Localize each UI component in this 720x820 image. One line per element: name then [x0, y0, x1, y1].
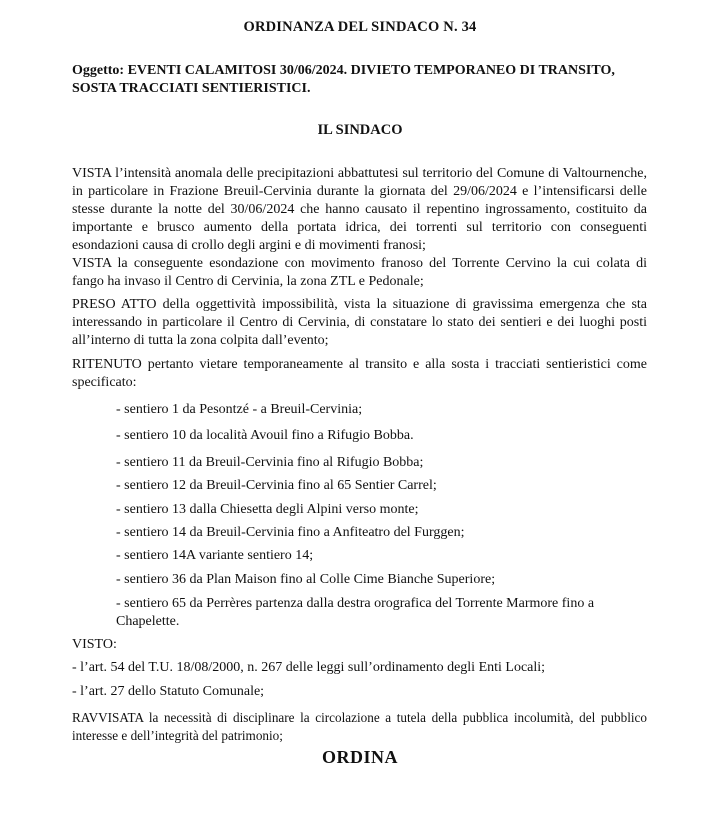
paragraph-preso-atto: PRESO ATTO della oggettività impossibilità, vista la situazione di gravissima emergenza che sta interessando in particolare il Centro di Cervinia, di constatare lo stato dei sentieri e dei luoghi posti all’interno di tutta la zona colpita dall’evento;: [72, 297, 647, 348]
section-heading-il-sindaco: IL SINDACO: [317, 122, 403, 138]
list-item: - sentiero 14A variante sentiero 14;: [116, 548, 314, 563]
subject-line-1: Oggetto: EVENTI CALAMITOSI 30/06/2024. DIVIETO TEMPORANEO DI TRANSITO,: [72, 63, 615, 78]
list-item: - sentiero 11 da Breuil-Cervinia fino al Rifugio Bobba;: [116, 455, 424, 470]
paragraph-ravvisata: RAVVISATA la necessità di disciplinare la circolazione a tutela della pubblica incolumità, del pubblico interesse e dell’integrità del patrimonio;: [72, 710, 647, 743]
document-subject: [72, 62, 672, 98]
document-title: ORDINANZA DEL SINDACO N. 34: [243, 19, 477, 35]
subject-line-2: SOSTA TRACCIATI SENTIERISTICI.: [72, 81, 311, 96]
list-item: - sentiero 13 dalla Chiesetta degli Alpini verso monte;: [116, 502, 419, 517]
paragraph-vista-1: VISTA l’intensità anomala delle precipitazioni abbattutesi sul territorio del Comune di Valtournenche, in particolare in Frazione Breuil-Cervinia durante la giornata del 29/06/2024 e l’intensificarsi delle stesse durante la notte del 30/06/2024 che hanno causato il repentino ingrossamento, costituito da importante e brusco aumento della portata idrica, dei torrenti sul territorio con conseguenti esondazioni causa di crollo degli argini e di movimenti franosi;: [72, 166, 647, 253]
list-item: - sentiero 65 da Perrères partenza dalla destra orografica del Torrente Marmore fino a Chapelette.: [116, 596, 595, 629]
list-item: - sentiero 1 da Pesontzé - a Breuil-Cervinia;: [116, 402, 363, 417]
visto-item: - l’art. 27 dello Statuto Comunale;: [72, 684, 265, 699]
paragraph-vista-2: VISTA la conseguente esondazione con movimento franoso del Torrente Cervino la cui colata di fango ha invaso il Centro di Cervinia, la zona ZTL e Pedonale;: [72, 256, 647, 289]
list-item: - sentiero 12 da Breuil-Cervinia fino al 65 Sentier Carrel;: [116, 478, 437, 493]
visto-item: - l’art. 54 del T.U. 18/08/2000, n. 267 delle leggi sull’ordinamento degli Enti Locali;: [72, 660, 546, 675]
list-item: - sentiero 10 da località Avouil fino a Rifugio Bobba.: [116, 428, 414, 443]
visto-label: VISTO:: [72, 637, 117, 652]
paragraph-ritenuto: RITENUTO pertanto vietare temporaneamente al transito e alla sosta i tracciati sentieristici come specificato:: [72, 357, 647, 390]
section-heading-ordina: ORDINA: [321, 747, 398, 767]
list-item: - sentiero 36 da Plan Maison fino al Colle Cime Bianche Superiore;: [116, 572, 496, 587]
list-item: - sentiero 14 da Breuil-Cervinia fino a Anfiteatro del Furggen;: [116, 525, 465, 540]
